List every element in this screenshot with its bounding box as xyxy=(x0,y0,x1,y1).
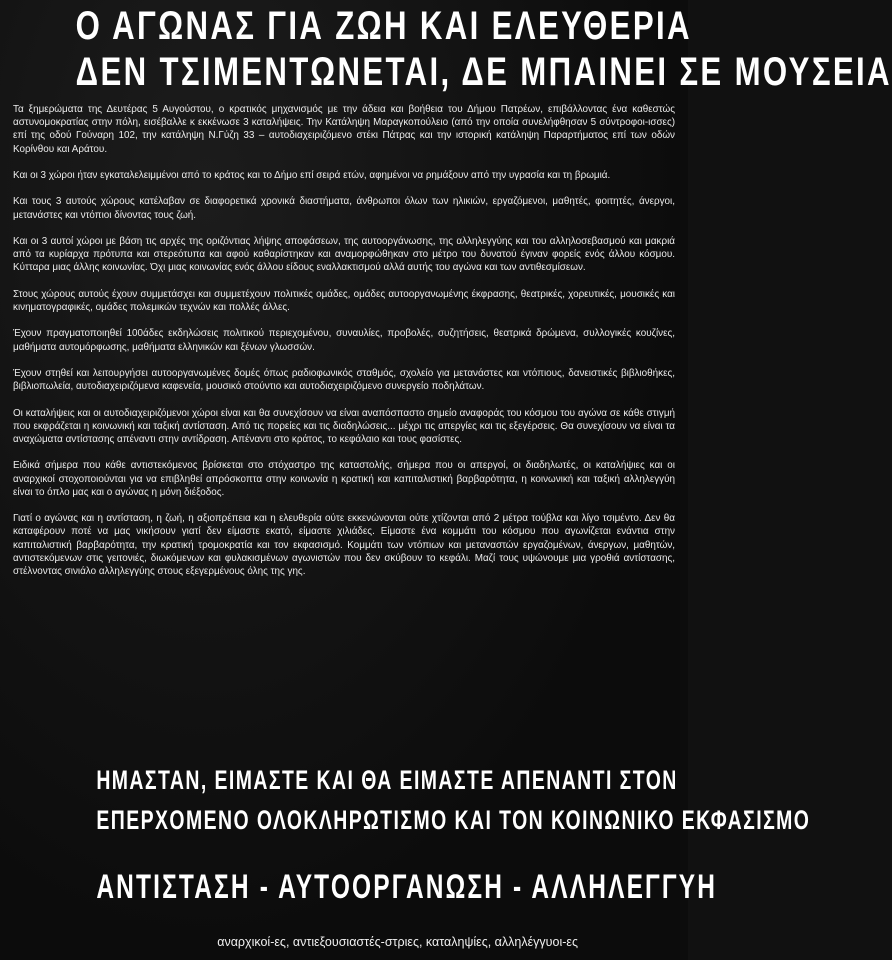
paragraph: Στους χώρους αυτούς έχουν συμμετάσχει και συμμετέχουν πολιτικές ομάδες, ομάδες αυτοοργανωμένης έκφρασης, θεατρικές, χορευτικές, μουσικές και κινηματογραφικές, ομάδες πολεμικών τεχνών και πολλές άλλες. xyxy=(13,288,675,313)
paragraph: Τα ξημερώματα της Δευτέρας 5 Αυγούστου, ο κρατικός μηχανισμός με την άδεια και βοήθεια του Δήμου Πατρέων, επιβάλλοντας ένα καθεστώς αστυνομοκρατίας στην πόλη, εισέβαλλε κ εκκένωσε 3 καταλήψεις. Την Κατάληψη Μαραγκοπούλειο (από την οποία συνελήφθησαν 5 σύντροφοι-ισσες) επί της οδού Γούναρη 102, την κατάληψη Ν.Γύζη 33 – αυτοδιαχειριζόμενο στέκι Πάτρας και την ιστορική κατάληψη Παραρτήματος επί των οδών Κορίνθου και Αράτου. xyxy=(13,104,675,155)
paragraph: Γιατί ο αγώνας και η αντίσταση, η ζωή, η αξιοπρέπεια και η ελευθερία ούτε εκκενώνονται ούτε χτίζονται από 2 μέτρα τούβλα και λίγο τσιμέντο. Δεν θα καταφέρουν ποτέ να μας νικήσουν γιατί δεν είμαστε εκατό, είμαστε χιλιάδες. Είμαστε ένα κομμάτι του κόσμου που αγωνίζεται ενάντια στην καπιταλιστική βαρβαρότητα, την κρατική τρομοκρατία και τον εκφασισμό. Κομμάτι των ντόπιων και μεταναστών εργαζομένων, άνεργων, μαθητών, αντιστεκόμενων στις γειτονιές, διωκόμενων και φυλακισμένων αγωνιστών που δεν σκύβουν το κεφάλι. Μαζί τους υψώνουμε μια γροθιά αντίστασης, στέλνοντας σινιάλο αλληλεγγύης στους εξεγερμένους όλης της γης. xyxy=(13,513,675,577)
body-text xyxy=(13,103,675,591)
paragraph: Και οι 3 αυτοί χώροι με βάση τις αρχές της οριζόντιας λήψης αποφάσεων, της αυτοοργάνωσης, της αλληλεγγύης και του αλληλοσεβασμού και μακριά από τα κυρίαρχα πρότυπα και στερεότυπα και αφού καθαρίστηκαν και αναμορφώθηκαν στο μέτρο του δυνατού έγιναν φορείς ενός άλλου κόσμου. Κύτταρα μιας άλλης κοινωνίας. Όχι μιας κοινωνίας ενός άλλου είδους εναλλακτισμού αλλά αυτής του αγώνα και των αντιθεσμίσεων. xyxy=(13,235,675,274)
closing-line-1: ΗΜΑΣΤΑΝ, ΕΙΜΑΣΤΕ ΚΑΙ ΘΑ ΕΙΜΑΣΤΕ ΑΠΕΝΑΝΤΙ ΣΤΟΝ xyxy=(96,765,678,795)
headline-line-2: ΔΕΝ ΤΣΙΜΕΝΤΩΝΕΤΑΙ, ΔΕ ΜΠΑΙΝΕΙ ΣΕ ΜΟΥΣΕΙΑ xyxy=(75,50,892,94)
headline-line-1: Ο ΑΓΩΝΑΣ ΓΙΑ ΖΩΗ ΚΑΙ ΕΛΕΥΘΕΡΙΑ xyxy=(75,4,692,48)
paragraph: Ειδικά σήμερα που κάθε αντιστεκόμενος βρίσκεται στο στόχαστρο της καταστολής, σήμερα που οι απεργοί, οι διαδηλωτές, οι καταλήψιες και οι αναρχικοί στοχοποιούνται για να επιβληθεί απρόσκοπτα στην κοινωνία η κρατική και καπιταλιστική βαρβαρότητα, η κοινωνική και ταξική αλληλεγγύη είναι το όπλο μας και ο αγώνας η μόνη διέξοδος. xyxy=(13,460,675,498)
paragraph: Έχουν στηθεί και λειτουργήσει αυτοοργανωμένες δομές όπως ραδιοφωνικός σταθμός, σχολείο για μετανάστες και ντόπιους, δανειστικές βιβλιοθήκες, βιβλιοπωλεία, αυτοδιαχειριζόμενα καφενεία, μουσικό στούντιο και αυτοδιαχειριζόμενο συνεργείο ποδηλάτων. xyxy=(13,367,675,393)
slogan: ΑΝΤΙΣΤΑΣΗ - ΑΥΤΟΟΡΓΑΝΩΣΗ - ΑΛΛΗΛΕΓΓΥΗ xyxy=(96,868,718,906)
paragraph: Και οι 3 χώροι ήταν εγκαταλελειμμένοι από το κράτος και το Δήμο επί σειρά ετών, αφημένοι να ρημάξουν από την υγρασία και τη βρωμιά. xyxy=(13,170,611,181)
paragraph: Οι καταλήψεις και οι αυτοδιαχειριζόμενοι χώροι είναι και θα συνεχίσουν να είναι αναπόσπαστο σημείο αναφοράς του κόσμου του αγώνα σε κάθε στιγμή που εκφράζεται η κοινωνική και ταξική αντίσταση. Από τις πορείες και τις διαδηλώσεις... μέχρι τις απεργίες και τις εξεγέρσεις. Θα συνεχίσουν να είναι τα αναχώματα αντίστασης απέναντι στην αντίδραση. Απέναντι στο κράτος, το κεφάλαιο και τους φασίστες. xyxy=(13,407,675,445)
paragraph: Και τους 3 αυτούς χώρους κατέλαβαν σε διαφορετικά χρονικά διαστήματα, άνθρωποι όλων των ηλικιών, εργαζόμενοι, μαθητές, φοιτητές, άνεργοι, μετανάστες και ντόπιοι δίνοντας τους ζωή. xyxy=(13,196,675,221)
signature: αναρχικοί-ες, αντιεξουσιαστές-στριες, καταληψίες, αλληλέγγυοι-ες xyxy=(217,935,578,949)
closing-line-2: ΕΠΕΡΧΟΜΕΝΟ ΟΛΟΚΛΗΡΩΤΙΣΜΟ ΚΑΙ ΤΟΝ ΚΟΙΝΩΝΙΚΟ ΕΚΦΑΣΙΣΜΟ xyxy=(96,805,811,835)
paragraph: Έχουν πραγματοποιηθεί 100άδες εκδηλώσεις πολιτικού περιεχομένου, συναυλίες, προβολές, συζητήσεις, θεατρικά δρώμενα, συλλογικές κουζίνες, μαθήματα αυτομόρφωσης, μαθήματα ελληνικών και ξένων γλωσσών. xyxy=(13,328,675,353)
